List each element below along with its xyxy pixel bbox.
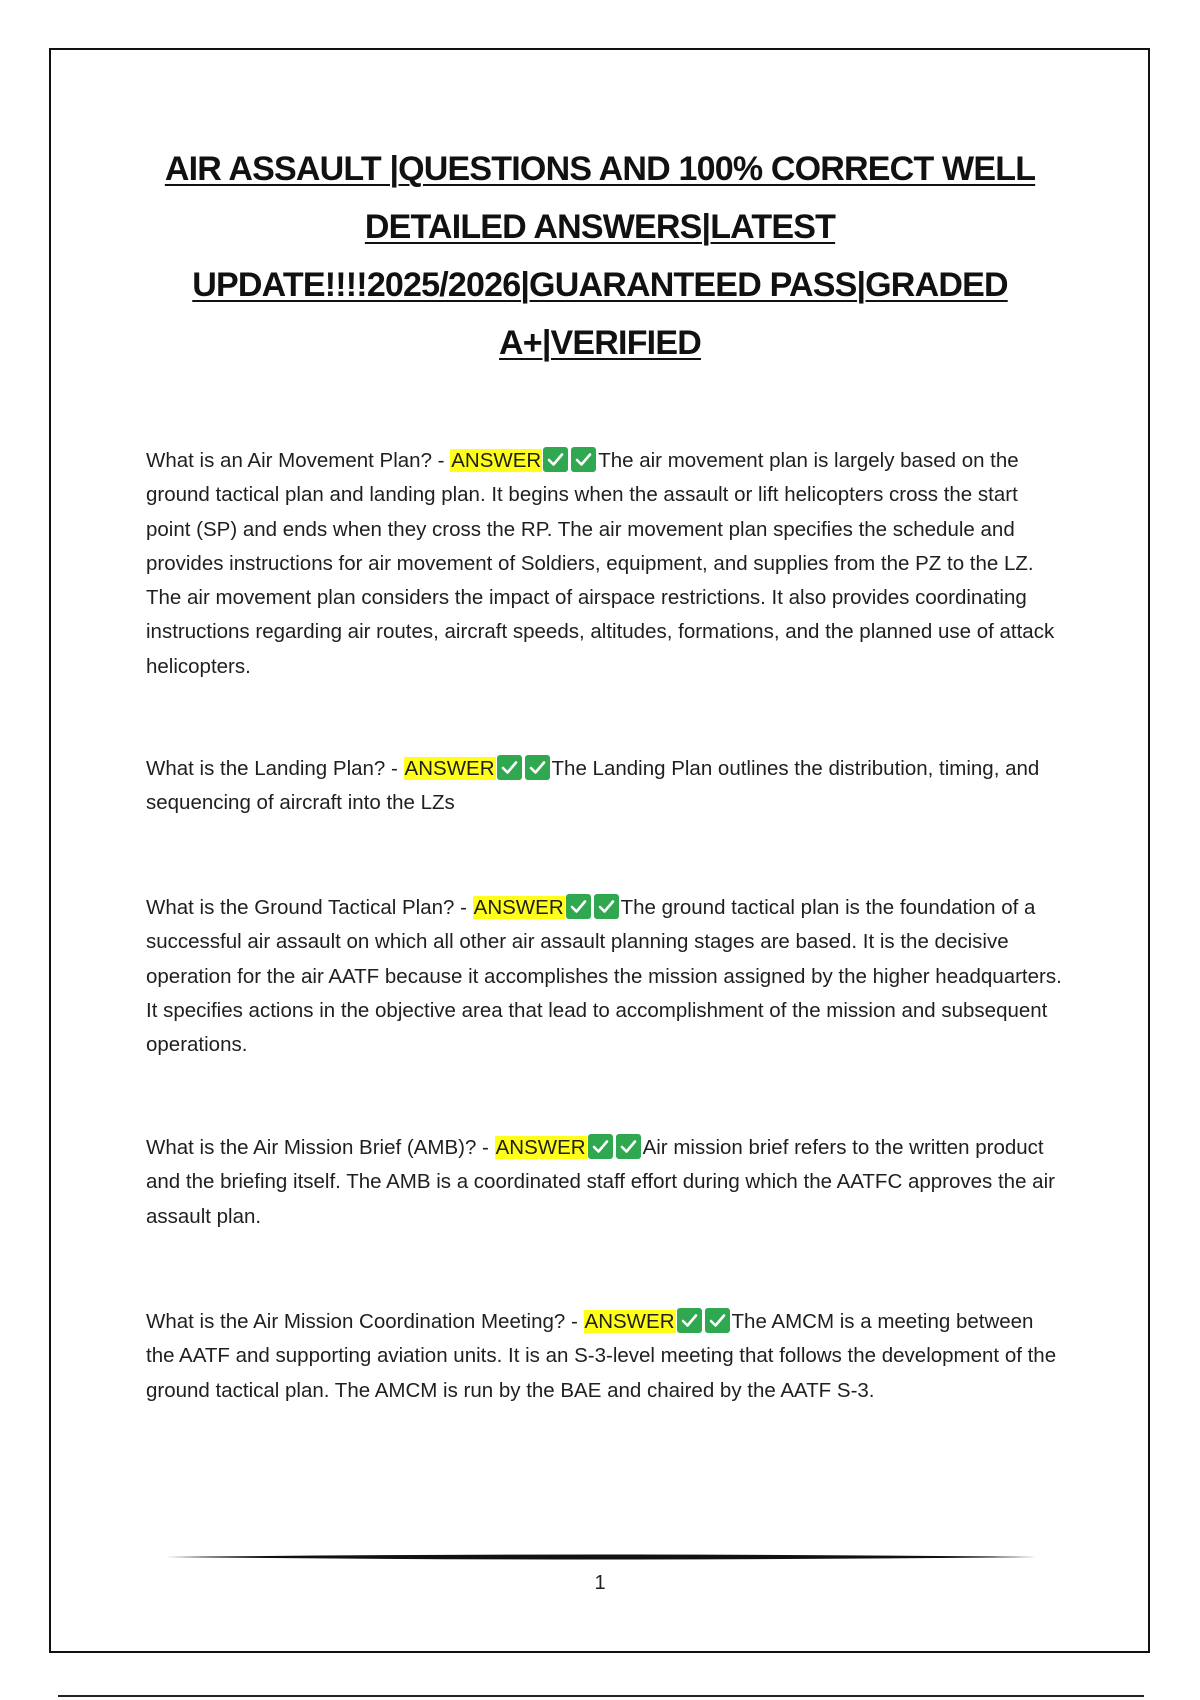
check-mark-icon	[497, 755, 522, 780]
title-line-4: A+|VERIFIED	[499, 324, 701, 362]
qa-item-air-mission-brief	[146, 1131, 1066, 1234]
page-number: 1	[594, 1572, 606, 1594]
check-mark-icon	[566, 894, 591, 919]
answer-text: Air mission brief refers to the written product and the briefing itself. The AMB is a coordinated staff effort during which the AATFC approves the air assault plan.	[146, 1136, 1055, 1228]
title-line-1: AIR ASSAULT |QUESTIONS AND 100% CORRECT WELL	[164, 150, 1036, 188]
check-mark-icon	[594, 894, 619, 919]
answer-text: The air movement plan is largely based on the ground tactical plan and landing plan. It begins when the assault or lift helicopters cross the start point (SP) and ends when they cross the RP. The air movement plan specifies the schedule and provides instructions for air movement of Soldiers, equipment, and supplies from the PZ to the LZ. The air movement plan considers the impact of airspace restrictions. It also provides coordinating instructions regarding air routes, aircraft speeds, altitudes, formations, and the planned use of attack helicopters.	[146, 449, 1055, 678]
answer-label: ANSWER	[473, 896, 564, 919]
qa-item-air-mission-coordination-meeting	[146, 1305, 1066, 1408]
title-line-3: UPDATE!!!!2025/2026|GUARANTEED PASS|GRADED	[192, 266, 1008, 304]
question-text: What is the Landing Plan? -	[146, 757, 404, 780]
check-mark-icon	[571, 447, 596, 472]
question-text: What is the Air Mission Coordination Meeting? -	[146, 1310, 584, 1333]
qa-item-ground-tactical-plan	[146, 891, 1066, 1062]
question-text: What is the Air Mission Brief (AMB)? -	[146, 1136, 495, 1159]
question-text: What is the Ground Tactical Plan? -	[146, 896, 473, 919]
answer-text: The AMCM is a meeting between the AATF and supporting aviation units. It is an S-3-level meeting that follows the development of the ground tactical plan. The AMCM is run by the BAE and chaired by the AATF S-3.	[146, 1310, 1057, 1402]
bottom-edge-rule	[58, 1695, 1144, 1697]
answer-text: The Landing Plan outlines the distribution, timing, and sequencing of aircraft into the LZs	[146, 757, 1040, 815]
check-mark-icon	[525, 755, 550, 780]
answer-label: ANSWER	[584, 1310, 675, 1333]
check-mark-icon	[543, 447, 568, 472]
footer-divider	[166, 1553, 1036, 1561]
answer-label: ANSWER	[404, 757, 495, 780]
title-line-2: DETAILED ANSWERS|LATEST	[364, 208, 836, 246]
qa-item-air-movement-plan	[146, 444, 1066, 684]
answer-text: The ground tactical plan is the foundation of a successful air assault on which all other air assault planning stages are based. It is the decisive operation for the air AATF because it accomplishes the mission assigned by the higher headquarters. It specifies actions in the objective area that lead to accomplishment of the mission and subsequent operations.	[146, 896, 1062, 1057]
check-mark-icon	[677, 1308, 702, 1333]
check-mark-icon	[705, 1308, 730, 1333]
check-mark-icon	[588, 1134, 613, 1159]
question-text: What is an Air Movement Plan? -	[146, 449, 451, 472]
answer-label: ANSWER	[451, 449, 542, 472]
check-mark-icon	[616, 1134, 641, 1159]
document-title	[130, 140, 1070, 372]
answer-label: ANSWER	[495, 1136, 586, 1159]
qa-item-landing-plan	[146, 752, 1066, 821]
